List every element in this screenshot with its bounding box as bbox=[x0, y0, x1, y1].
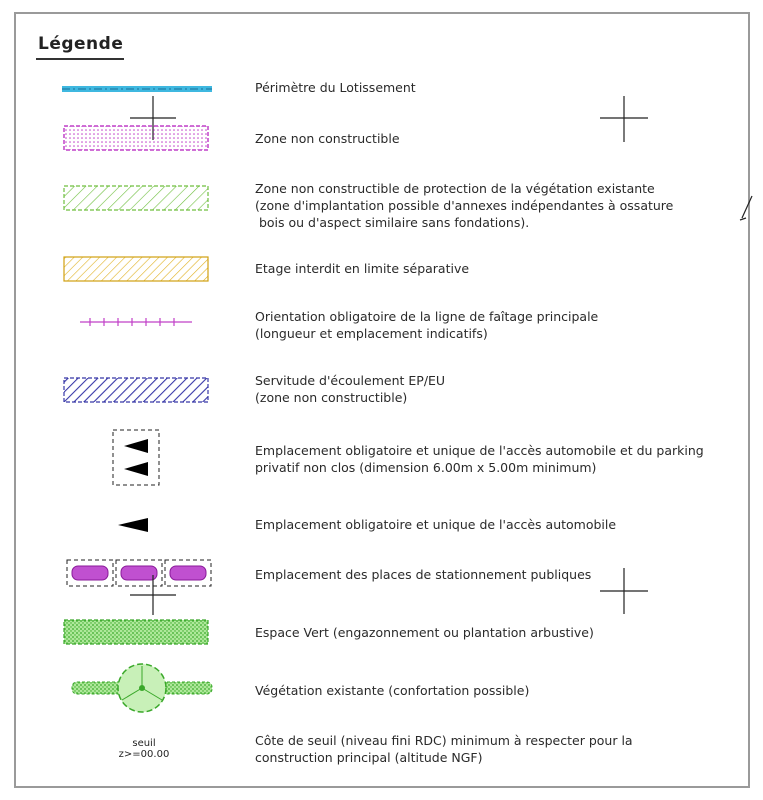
label-vegetation-existante: Végétation existante (confortation possible) bbox=[255, 683, 530, 698]
label-zone-non-constructible: Zone non constructible bbox=[255, 131, 400, 146]
label-stationnement: Emplacement des places de stationnement publiques bbox=[255, 567, 592, 582]
label-vegetation-protection: Zone non constructible de protection de la végétation existante (zone d'implantation possible d'annexes indépendantes à ossature bois ou d'aspect similaire sans fondations). bbox=[255, 181, 674, 230]
label-etage-interdit: Etage interdit en limite séparative bbox=[255, 261, 470, 276]
servitude-symbol bbox=[64, 378, 208, 402]
label-acces: Emplacement obligatoire et unique de l'accès automobile bbox=[255, 517, 617, 532]
faitage-symbol bbox=[80, 318, 192, 326]
espace-vert-symbol bbox=[64, 620, 208, 644]
acces-symbol bbox=[118, 518, 148, 532]
crosshair-3 bbox=[600, 96, 648, 142]
acces-parking-symbol bbox=[113, 430, 159, 485]
label-faitage: Orientation obligatoire de la ligne de faîtage principale (longueur et emplacement indicatifs) bbox=[255, 309, 599, 341]
crosshair-2 bbox=[130, 575, 176, 615]
seuil-symbol bbox=[100, 738, 188, 760]
vegetation-protection-symbol bbox=[64, 186, 208, 210]
vegetation-existante-symbol bbox=[72, 664, 212, 712]
perimetre-symbol bbox=[62, 86, 212, 92]
edge-mark bbox=[740, 196, 752, 220]
seuil-line1: seuil bbox=[132, 738, 156, 749]
label-perimetre: Périmètre du Lotissement bbox=[255, 80, 416, 95]
stationnement-symbol bbox=[67, 560, 211, 586]
label-servitude: Servitude d'écoulement EP/EU (zone non constructible) bbox=[255, 373, 446, 405]
label-cote-seuil: Côte de seuil (niveau fini RDC) minimum à respecter pour la construction principal (altitude NGF) bbox=[255, 733, 633, 765]
legend-title: Légende bbox=[38, 34, 124, 54]
label-acces-parking: Emplacement obligatoire et unique de l'accès automobile et du parking privatif non clos (dimension 6.00m x 5.00m minimum) bbox=[255, 443, 704, 475]
seuil-line2: z>=00.00 bbox=[118, 749, 170, 760]
etage-interdit-symbol bbox=[64, 257, 208, 281]
crosshair-4 bbox=[600, 568, 648, 614]
zone-non-constructible-symbol bbox=[64, 126, 208, 150]
label-espace-vert: Espace Vert (engazonnement ou plantation arbustive) bbox=[255, 625, 594, 640]
